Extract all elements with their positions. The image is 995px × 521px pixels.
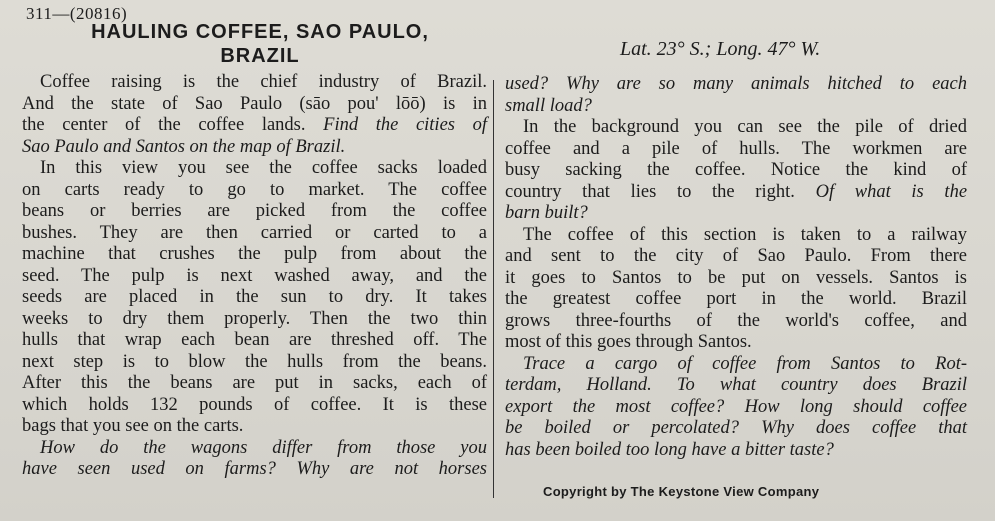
text-line: weeks to dry them properly. Then the two thin — [22, 308, 487, 329]
text-line: next step is to blow the hulls from the beans. — [22, 351, 487, 372]
text-line — [22, 115, 487, 137]
text-line: And the state of Sao Paulo (sāo pou' lōō) is in — [22, 93, 487, 114]
text-line — [505, 182, 967, 204]
left-column — [22, 72, 487, 481]
text-line: seed. The pulp is next washed away, and the — [22, 265, 487, 286]
catalog-number: 311—(20816) — [26, 4, 128, 23]
text-line: machine that crushes the pulp from about the — [22, 244, 487, 264]
text-segment: country that lies to the right. — [505, 181, 795, 202]
copyright-notice: Copyright by The Keystone View Company — [543, 484, 820, 499]
text-line: seeds are placed in the sun to dry. It takes — [22, 287, 487, 307]
question-text: small load? — [505, 95, 592, 116]
question-text: Sao Paulo and Santos on the map of Brazil. — [22, 136, 346, 157]
text-segment: the center of the coffee lands. — [22, 115, 306, 135]
text-line: After this the beans are put in sacks, each of — [22, 373, 487, 393]
text-line: hulls that wrap each bean are threshed off. The — [22, 330, 487, 350]
question-text: used? Why are so many animals hitched to each — [505, 74, 967, 94]
text-line: it goes to Santos to be put on vessels. Santos is — [505, 267, 967, 288]
question-text: have seen used on farms? Why are not horses — [22, 459, 487, 479]
text-line: The coffee of this section is taken to a railway — [523, 224, 967, 245]
text-line: Coffee raising is the chief industry of Brazil. — [40, 72, 487, 92]
text-line: coffee and a pile of hulls. The workmen are — [505, 138, 967, 159]
column-divider — [493, 80, 494, 498]
page-title — [50, 20, 470, 68]
question-text: How do the wagons differ from those you — [40, 437, 487, 458]
text-line: busy sacking the coffee. Notice the kind of — [505, 160, 967, 180]
right-column — [505, 74, 967, 461]
question-text: Of what is the — [815, 181, 968, 202]
question-text: Find the cities of — [323, 115, 488, 135]
text-line: bushes. They are then carried or carted to a — [22, 222, 487, 243]
text-line: which holds 132 pounds of coffee. It is these — [22, 394, 487, 415]
title-line-2: BRAZIL — [220, 45, 300, 67]
text-line: grows three-fourths of the world's coffee, and — [505, 310, 967, 331]
question-text: Trace a cargo of coffee from Santos to Rot- — [523, 353, 967, 374]
text-line: and sent to the city of Sao Paulo. From there — [505, 246, 967, 266]
text-line: In this view you see the coffee sacks loaded — [40, 158, 487, 178]
question-text: barn built? — [505, 203, 588, 223]
text-line: the greatest coffee port in the world. Brazil — [505, 289, 967, 309]
title-line-1: HAULING COFFEE, SAO PAULO, — [91, 21, 429, 43]
text-line: bags that you see on the carts. — [22, 416, 244, 436]
text-line: beans or berries are picked from the coffee — [22, 201, 487, 221]
question-text: export the most coffee? How long should coffee — [505, 396, 967, 417]
text-line: most of this goes through Santos. — [505, 332, 752, 352]
question-text: terdam, Holland. To what country does Brazil — [505, 375, 967, 395]
coordinates: Lat. 23° S.; Long. 47° W. — [620, 38, 821, 60]
question-text: has been boiled too long have a bitter taste? — [505, 439, 834, 460]
text-line: In the background you can see the pile of dried — [523, 117, 967, 137]
question-text: be boiled or percolated? Why does coffee that — [505, 418, 967, 438]
text-line: on carts ready to go to market. The coffee — [22, 179, 487, 200]
